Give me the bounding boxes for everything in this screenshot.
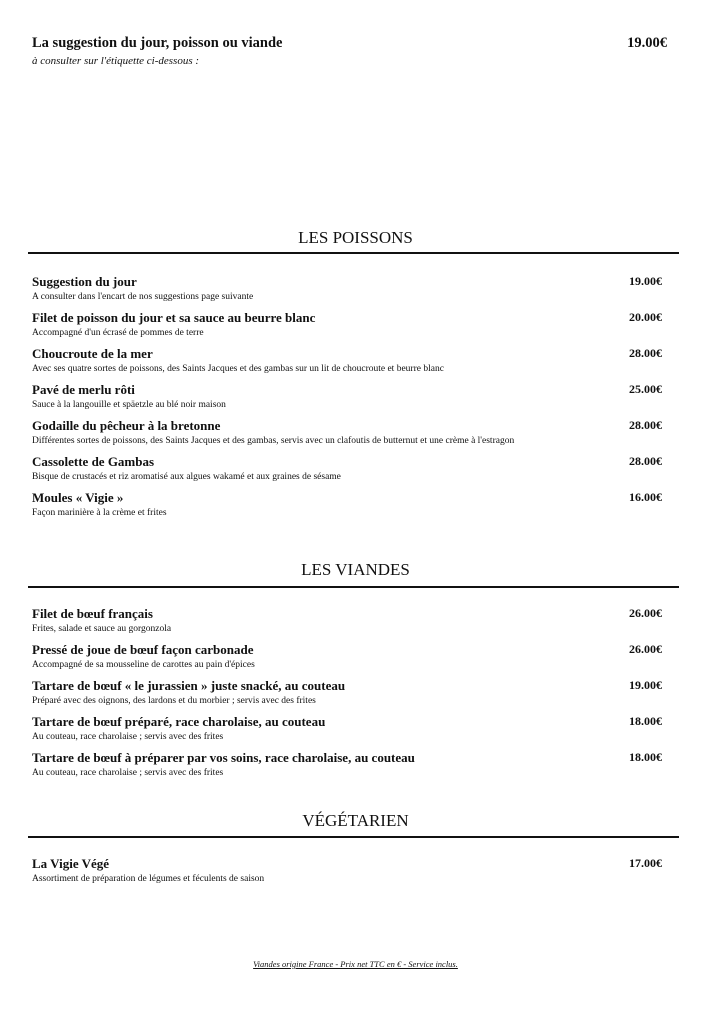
menu-item-name: Suggestion du jour bbox=[32, 274, 137, 289]
menu-item-price: 18.00€ bbox=[629, 714, 662, 728]
menu-item-name: Tartare de bœuf préparé, race charolaise, au couteau bbox=[32, 714, 326, 729]
menu-item bbox=[32, 750, 662, 786]
menu-item-price: 19.00€ bbox=[629, 678, 662, 692]
menu-item-name: La Vigie Végé bbox=[32, 856, 110, 871]
menu-item-desc: Assortiment de préparation de légumes et féculents de saison bbox=[32, 874, 265, 884]
menu-item-price: 25.00€ bbox=[629, 382, 662, 396]
footer-note: Viandes origine France - Prix net TTC en € - Service inclus. bbox=[253, 959, 458, 969]
section-divider bbox=[28, 836, 679, 838]
menu-item-desc: Avec ses quatre sortes de poissons, des Saints Jacques et des gambas sur un lit de choucroute et beurre blanc bbox=[32, 364, 444, 374]
menu-item bbox=[32, 490, 662, 526]
menu-item-price: 20.00€ bbox=[629, 310, 662, 324]
menu-item-name: Cassolette de Gambas bbox=[32, 454, 155, 469]
menu-item-name: Tartare de bœuf à préparer par vos soins, race charolaise, au couteau bbox=[32, 750, 415, 765]
menu-item-name: Filet de poisson du jour et sa sauce au beurre blanc bbox=[32, 310, 316, 325]
menu-item-name: Filet de bœuf français bbox=[32, 606, 153, 621]
section-divider bbox=[28, 586, 679, 588]
menu-item-desc: Frites, salade et sauce au gorgonzola bbox=[32, 624, 172, 634]
menu-item bbox=[32, 714, 662, 750]
menu-item-desc: Au couteau, race charolaise ; servis avec des frites bbox=[32, 732, 224, 742]
menu-item-price: 19.00€ bbox=[629, 274, 662, 288]
menu-item bbox=[32, 606, 662, 642]
menu-item-desc: Différentes sortes de poissons, des Saints Jacques et des gambas, servis avec un clafoutis de butternut et une crème à l'estragon bbox=[32, 436, 515, 446]
menu-item bbox=[32, 418, 662, 454]
menu-item bbox=[32, 274, 662, 310]
menu-item-price: 28.00€ bbox=[629, 418, 662, 432]
menu-item-name: Godaille du pêcheur à la bretonne bbox=[32, 418, 221, 433]
menu-item bbox=[32, 856, 662, 892]
suggestion-price: 19.00€ bbox=[627, 35, 667, 51]
suggestion-title: La suggestion du jour, poisson ou viande bbox=[32, 35, 283, 51]
menu-item-price: 17.00€ bbox=[629, 856, 662, 870]
menu-item-price: 26.00€ bbox=[629, 642, 662, 656]
section-heading-poissons: LES POISSONS bbox=[298, 228, 413, 247]
menu-item-price: 26.00€ bbox=[629, 606, 662, 620]
suggestion-subtitle: à consulter sur l'étiquette ci-dessous : bbox=[32, 55, 200, 67]
menu-item-desc: Façon marinière à la crème et frites bbox=[32, 508, 167, 518]
menu-item bbox=[32, 678, 662, 714]
section-heading-viandes: LES VIANDES bbox=[301, 560, 410, 579]
menu-item-desc: A consulter dans l'encart de nos suggestions page suivante bbox=[32, 292, 254, 302]
menu-item-price: 16.00€ bbox=[629, 490, 662, 504]
menu-item-desc: Au couteau, race charolaise ; servis avec des frites bbox=[32, 768, 224, 778]
menu-item-price: 18.00€ bbox=[629, 750, 662, 764]
menu-item-name: Moules « Vigie » bbox=[32, 490, 124, 505]
menu-item bbox=[32, 310, 662, 346]
menu-item-desc: Accompagné d'un écrasé de pommes de terre bbox=[32, 328, 204, 338]
menu-item bbox=[32, 642, 662, 678]
menu-item-name: Pavé de merlu rôti bbox=[32, 382, 135, 397]
menu-item bbox=[32, 346, 662, 382]
section-heading-vegetarien: VÉGÉTARIEN bbox=[302, 811, 409, 830]
menu-item-price: 28.00€ bbox=[629, 346, 662, 360]
menu-item bbox=[32, 454, 662, 490]
menu-item-name: Pressé de joue de bœuf façon carbonade bbox=[32, 642, 254, 657]
menu-item-name: Choucroute de la mer bbox=[32, 346, 153, 361]
menu-item-price: 28.00€ bbox=[629, 454, 662, 468]
menu-item-desc: Préparé avec des oignons, des lardons et du morbier ; servis avec des frites bbox=[32, 696, 316, 706]
menu-item-desc: Accompagné de sa mousseline de carottes au pain d'épices bbox=[32, 660, 255, 670]
menu-item-desc: Bisque de crustacés et riz aromatisé aux algues wakamé et aux graines de sésame bbox=[32, 472, 341, 482]
menu-item-name: Tartare de bœuf « le jurassien » juste snacké, au couteau bbox=[32, 678, 346, 693]
menu-item-desc: Sauce à la langouille et späetzle au blé noir maison bbox=[32, 400, 226, 410]
menu-item bbox=[32, 382, 662, 418]
section-divider bbox=[28, 252, 679, 254]
